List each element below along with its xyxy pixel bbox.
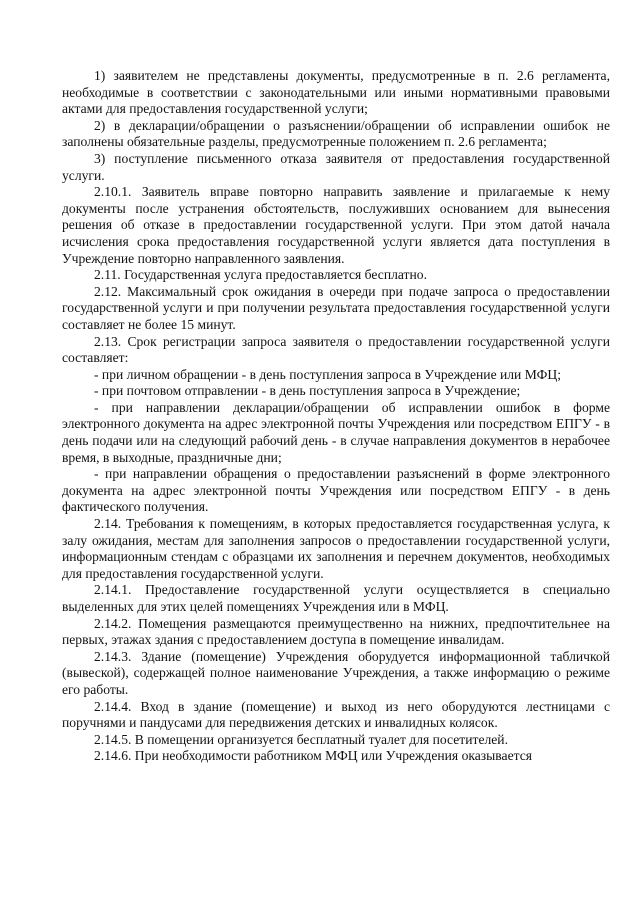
paragraph-item-2: 2) в декларации/обращении о разъяснении/обращении об исправлении ошибок не заполнены обязательные разделы, предусмотренные положением п. 2.6 регламента; [62, 117, 610, 150]
paragraph-2-13: 2.13. Срок регистрации запроса заявителя о предоставлении государственной услуги составляет: [62, 333, 610, 366]
list-item-electronic-declaration: - при направлении декларации/обращении об исправлении ошибок в форме электронного документа на адрес электронной почты Учреждения или посредством ЕПГУ - в день подачи или на следующий рабочий день - в случае направления документов в нерабочее время, в выходные, праздничные дни; [62, 399, 610, 465]
paragraph-2-14-2: 2.14.2. Помещения размещаются преимущественно на нижних, предпочтительнее на первых, этажах здания с предоставлением доступа в помещение инвалидам. [62, 615, 610, 648]
paragraph-2-10-1: 2.10.1. Заявитель вправе повторно направить заявление и прилагаемые к нему документы после устранения обстоятельств, послуживших основанием для вынесения решения об отказе в предоставлении государственной услуги. При этом датой начала исчисления срока предоставления государственной услуги является дата поступления в Учреждение повторно направленного заявления. [62, 184, 610, 266]
list-item-electronic-appeal: - при направлении обращения о предоставлении разъяснений в форме электронного документа на адрес электронной почты Учреждения или посредством ЕПГУ - в день фактического получения. [62, 466, 610, 515]
paragraph-2-14: 2.14. Требования к помещениям, в которых предоставляется государственная услуга, к залу ожидания, местам для заполнения запросов о предоставлении государственной услуги, информационным стендам с образцами их заполнения и перечнем документов, необходимых для предоставления государственной услуги. [62, 516, 610, 581]
paragraph-2-14-5: 2.14.5. В помещении организуется бесплатный туалет для посетителей. [94, 731, 508, 747]
paragraph-2-14-3: 2.14.3. Здание (помещение) Учреждения оборудуется информационной табличкой (вывеской), содержащей полное наименование Учреждения, а также информацию о режиме его работы. [62, 648, 610, 697]
list-item-personal: - при личном обращении - в день поступления запроса в Учреждение или МФЦ; [94, 366, 561, 382]
paragraph-item-3: 3) поступление письменного отказа заявителя от предоставления государственной услуги. [62, 150, 610, 183]
paragraph-2-12: 2.12. Максимальный срок ожидания в очереди при подаче запроса о предоставлении государственной услуги и при получении результата предоставления государственной услуги составляет не более 15 минут. [62, 283, 610, 332]
paragraph-2-14-4: 2.14.4. Вход в здание (помещение) и выход из него оборудуются лестницами с поручнями и пандусами для передвижения детских и инвалидных колясок. [62, 698, 610, 731]
paragraph-item-1: 1) заявителем не представлены документы, предусмотренные в п. 2.6 регламента, необходимые в соответствии с законодательными или иными нормативными правовыми актами для предоставления государственной услуги; [62, 68, 610, 117]
document-page [62, 68, 610, 765]
paragraph-2-14-6: 2.14.6. При необходимости работником МФЦ или Учреждения оказывается [94, 748, 532, 764]
list-item-post: - при почтовом отправлении - в день поступления запроса в Учреждение; [94, 383, 521, 399]
paragraph-2-14-1: 2.14.1. Предоставление государственной услуги осуществляется в специально выделенных для этих целей помещениях Учреждения или в МФЦ. [62, 582, 610, 614]
paragraph-2-11: 2.11. Государственная услуга предоставляется бесплатно. [94, 267, 427, 283]
